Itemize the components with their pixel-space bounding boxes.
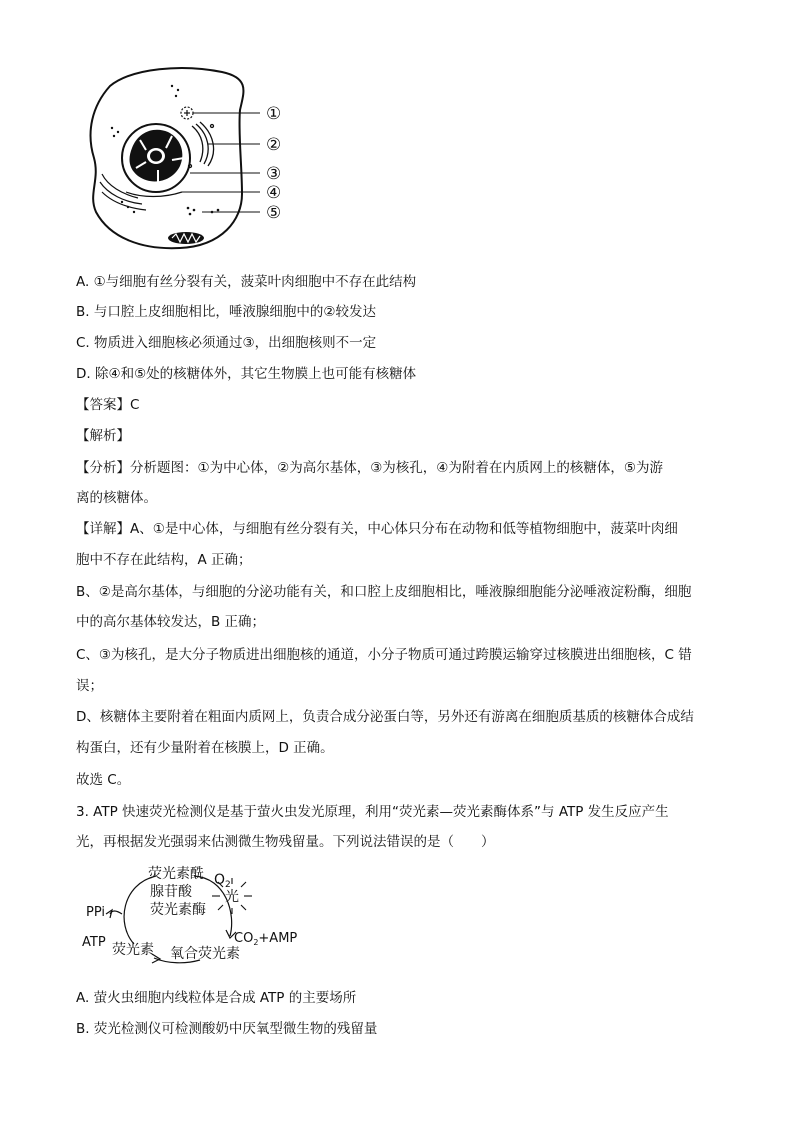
option-b-q2: B. 与口腔上皮细胞相比，唾液腺细胞中的②较发达 bbox=[76, 304, 376, 320]
option-d-q2: D. 除④和⑤处的核糖体外，其它生物膜上也可能有核糖体 bbox=[76, 366, 417, 382]
label-luciferin: 荧光素 bbox=[112, 942, 154, 958]
label-luciferyl: 荧光素酰 bbox=[148, 866, 204, 882]
question-3-stem: 3. ATP 快速荧光检测仪是基于萤火虫发光原理，利用“荧光素—荧光素酶体系”与 ATP 发生反应产生 bbox=[76, 804, 669, 820]
option-a-q2: A. ①与细胞有丝分裂有关，菠菜叶肉细胞中不存在此结构 bbox=[76, 274, 417, 290]
label-co2-amp: $CO_2+AMP$ bbox=[234, 931, 298, 947]
analysis-line: C、③为核孔，是大分子物质进出细胞核的通道，小分子物质可通过跨膜运输穿过核膜进出细胞核，C 错 bbox=[76, 647, 692, 663]
golgi-apparatus bbox=[189, 122, 214, 168]
structure-labels bbox=[266, 104, 281, 223]
label-light: 光 bbox=[225, 889, 239, 905]
analysis-line: 构蛋白，还有少量附着在核膜上，D 正确。 bbox=[76, 740, 334, 756]
ppi-arrow bbox=[110, 911, 122, 914]
label-luciferase: 荧光素酶 bbox=[150, 902, 206, 918]
label-atp: ATP bbox=[82, 935, 106, 950]
rough-er bbox=[100, 174, 182, 210]
label-adenylate: 腺苷酸 bbox=[150, 884, 192, 900]
analysis-line: 故选 C。 bbox=[76, 772, 131, 788]
analysis-line: D、核糖体主要附着在粗面内质网上，负责合成分泌蛋白等，另外还有游离在细胞质基质的核糖体合成结 bbox=[76, 709, 694, 725]
option-a-q3: A. 萤火虫细胞内线粒体是合成 ATP 的主要场所 bbox=[76, 990, 357, 1006]
option-c-q2: C. 物质进入细胞核必须通过③，出细胞核则不一定 bbox=[76, 335, 377, 351]
analysis-line: 中的高尔基体较发达，B 正确； bbox=[76, 614, 266, 630]
cell-diagram bbox=[72, 62, 302, 254]
label-o2: $O_2$ bbox=[214, 872, 231, 890]
label-1: ① bbox=[266, 104, 282, 124]
label-ppi: PPi bbox=[86, 905, 106, 920]
centrosome bbox=[181, 107, 193, 119]
analysis-line: 离的核糖体。 bbox=[76, 490, 157, 506]
analysis-line: 胞中不存在此结构，A 正确； bbox=[76, 552, 252, 568]
answer: 【答案】C bbox=[76, 397, 140, 413]
label-3: ③ bbox=[266, 164, 282, 184]
question-3-stem: 光，再根据发光强弱来估测微生物残留量。下列说法错误的是（ ） bbox=[76, 834, 495, 850]
analysis-line: 【分析】分析题图：①为中心体，②为高尔基体，③为核孔，④为附着在内质网上的核糖体，⑤为游 bbox=[76, 460, 664, 476]
label-oxyluciferin: 氧合荧光素 bbox=[170, 946, 240, 962]
analysis-heading: 【解析】 bbox=[76, 428, 130, 444]
analysis-line: 【详解】A、①是中心体，与细胞有丝分裂有关，中心体只分布在动物和低等植物细胞中，菠菜叶肉细 bbox=[76, 521, 678, 537]
label-co2-sub: 2 bbox=[253, 938, 259, 947]
label-2: ② bbox=[266, 135, 282, 155]
label-5: ⑤ bbox=[266, 203, 282, 223]
nucleus bbox=[122, 124, 190, 192]
label-4: ④ bbox=[266, 183, 282, 203]
free-ribosomes bbox=[187, 207, 220, 216]
option-b-q3: B. 荧光检测仪可检测酸奶中厌氧型微生物的残留量 bbox=[76, 1021, 378, 1037]
mitochondrion bbox=[168, 232, 204, 244]
label-o2-sub: 2 bbox=[225, 880, 231, 890]
analysis-line: 误； bbox=[76, 678, 103, 694]
analysis-line: B、②是高尔基体，与细胞的分泌功能有关，和口腔上皮细胞相比，唾液腺细胞能分泌唾液淀粉酶，细胞 bbox=[76, 584, 692, 600]
luciferin-cycle-diagram bbox=[76, 864, 336, 968]
